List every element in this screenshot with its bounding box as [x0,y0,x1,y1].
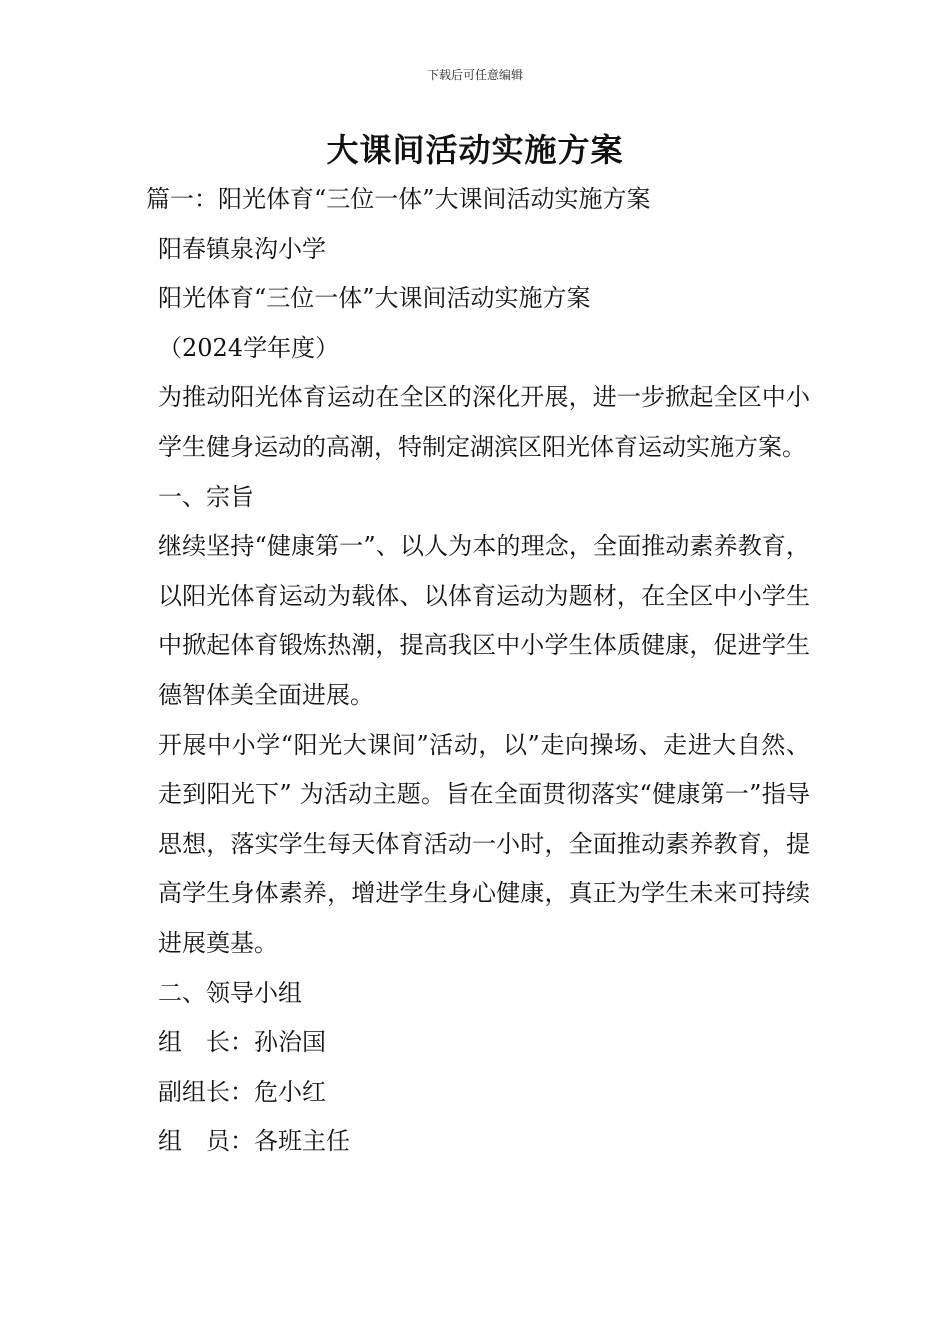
leader-row: 组 长：孙治国 [158,1028,326,1057]
document-body [146,175,810,1167]
document-title: 大课间活动实施方案 [326,131,624,169]
deputy-leader-row: 副组长：危小红 [158,1077,326,1106]
section-heading-purpose: 一、宗旨 [158,482,254,511]
plan-title: 阳光体育“三位一体”大课间活动实施方案 [158,284,591,313]
page-header-note: 下载后可任意编辑 [426,68,523,82]
members-row: 组 员：各班主任 [158,1127,350,1156]
school-year: （2024学年度） [158,333,340,362]
section-heading-part-one: 篇一：阳光体育“三位一体”大课间活动实施方案 [146,185,651,213]
section-heading-leadership: 二、领导小组 [158,978,302,1007]
activity-paragraph: 开展中小学“阳光大课间”活动，以”走向操场、走进大自然、走到阳光下” 为活动主题。旨在全面贯彻落实“健康第一”指导思想，落实学生每天体育活动一小时，全面推动素养教育，提高学生身体素养，增进学生身心健康，真正为学生未来可持续进展奠基。 [158,730,810,957]
school-name: 阳春镇泉沟小学 [158,234,326,263]
purpose-paragraph: 继续坚持“健康第一”、以人为本的理念，全面推动素养教育，以阳光体育运动为载体、以体育运动为题材，在全区中小学生中掀起体育锻炼热潮，提高我区中小学生体质健康，促进学生德智体美全面进展。 [158,532,810,709]
intro-paragraph: 为推动阳光体育运动在全区的深化开展，进一步掀起全区中小学生健身运动的高潮，特制定湖滨区阳光体育运动实施方案。 [158,383,810,461]
